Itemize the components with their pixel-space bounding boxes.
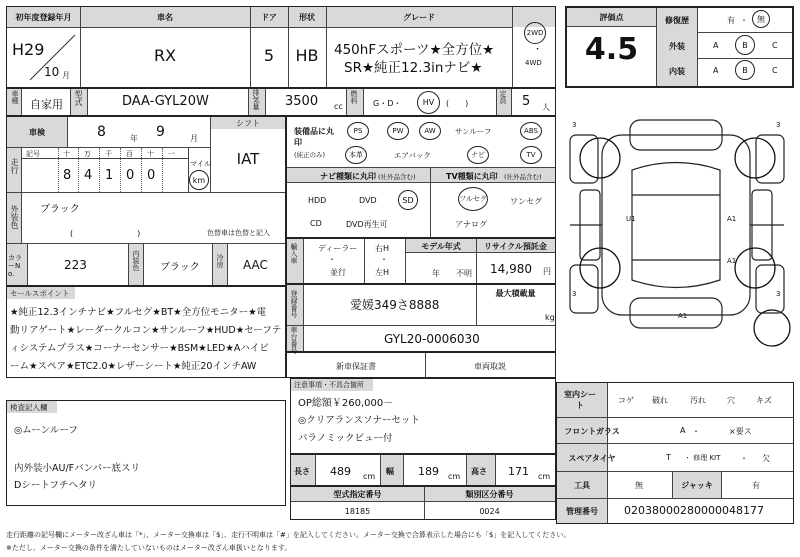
exterior-c: C bbox=[772, 41, 778, 50]
nav-hdd: HDD bbox=[308, 196, 327, 205]
displacement-value: 3500 bbox=[285, 94, 319, 109]
repair-no-circle: 無 bbox=[752, 10, 770, 28]
mileage-digit-4: 0 bbox=[126, 168, 135, 183]
equipment-item-3: サンルーフ bbox=[455, 127, 492, 136]
notes-line-3: パラノミックビュー付 bbox=[298, 433, 393, 444]
seat-opt-0: コゲ bbox=[618, 396, 634, 405]
equipment-sub: (純正のみ) bbox=[294, 151, 326, 159]
diagram-mark-6: 3 bbox=[572, 290, 577, 298]
equipment-item-5: 本革 bbox=[345, 146, 367, 164]
dims-width-unit: cm bbox=[448, 472, 461, 481]
interior-color-value: ブラック bbox=[160, 262, 200, 273]
mileage-unit-label: マイル bbox=[190, 160, 211, 168]
diagram-mark-2: U1 bbox=[626, 215, 636, 223]
equipment-item-8: TV bbox=[520, 146, 542, 164]
tv-analog: アナログ bbox=[455, 220, 487, 229]
mileage-header-4: 百 bbox=[126, 150, 133, 158]
spare-t: T bbox=[666, 453, 671, 462]
mileage-header-2: 万 bbox=[84, 150, 91, 158]
fuel-paren: ( ) bbox=[446, 99, 469, 108]
mileage-label: 走行 bbox=[10, 158, 19, 174]
recycle-label: リサイクル預託金 bbox=[484, 242, 547, 251]
capacity-unit: 人 bbox=[542, 103, 550, 112]
mileage-header-6: 一 bbox=[168, 150, 175, 158]
nav-sd-circle: SD bbox=[398, 190, 418, 210]
diagram-mark-4: A1 bbox=[727, 257, 737, 265]
drive-4wd: 4WD bbox=[525, 59, 542, 67]
seat-opt-1: 破れ bbox=[652, 396, 668, 405]
mileage-digit-5: 0 bbox=[147, 168, 156, 183]
class-no-label: 類別区分番号 bbox=[465, 490, 514, 499]
ac-label: 冷房 bbox=[216, 254, 224, 268]
tv-fullseg-circle: フルセグ bbox=[458, 187, 488, 211]
repair-dot: ・ bbox=[740, 16, 748, 25]
nav-dvd: DVD bbox=[359, 196, 377, 205]
jack-value: 有 bbox=[752, 481, 760, 490]
color-note: 色替車は色替と記入 bbox=[207, 229, 270, 237]
inspection-month-unit: 月 bbox=[190, 134, 198, 143]
interior-color-label: 内装色 bbox=[132, 250, 140, 271]
inspection-month: 9 bbox=[156, 124, 165, 140]
usage-label: 車種 bbox=[11, 90, 19, 104]
equipment-item-2: AW bbox=[419, 122, 441, 140]
model-value: RX bbox=[153, 46, 177, 65]
usage-value: 自家用 bbox=[30, 98, 63, 111]
recycle-unit: 円 bbox=[543, 267, 551, 276]
notes-line-2: ◎クリアランスソナーセット bbox=[298, 415, 420, 426]
dims-length-value: 489 bbox=[330, 465, 351, 478]
plate-value: 愛媛349さ8888 bbox=[350, 298, 440, 312]
sales-line-4: ーム★スペア★ETC2.0★レザーシート★純正20インチAW bbox=[10, 361, 257, 372]
fuel-options: G・D・ bbox=[373, 99, 402, 108]
footer-line-2: ※ただし、メーター交換の条件を満たしていないものはメーター改ざん車扱いとなります。 bbox=[6, 544, 292, 552]
inspector-label: 検査記入欄 bbox=[10, 403, 48, 412]
windshield-label: フロントガラス bbox=[564, 427, 620, 436]
year-era: H29 bbox=[12, 40, 45, 59]
exterior-label: 外装 bbox=[669, 42, 685, 51]
chassis-label: 車台番号 bbox=[290, 326, 298, 354]
mileage-digit-1: 8 bbox=[63, 168, 72, 183]
dims-width-value: 189 bbox=[418, 465, 439, 478]
tv-oneseg: ワンセグ bbox=[510, 197, 542, 206]
diagram-mark-3: A1 bbox=[727, 215, 737, 223]
repair-label: 修復歴 bbox=[665, 16, 689, 25]
notes-line-1: OP総額￥260,000－ bbox=[298, 398, 394, 409]
model-label: 車名 bbox=[157, 13, 173, 22]
jack-label: ジャッキ bbox=[681, 481, 713, 490]
interior-b-circle: B bbox=[735, 60, 755, 80]
sales-label: セールスポイント bbox=[10, 289, 70, 298]
dims-width-label: 幅 bbox=[386, 467, 394, 476]
shape-label: 形状 bbox=[299, 13, 315, 22]
interior-label: 内装 bbox=[669, 67, 685, 76]
dims-height-value: 171 bbox=[508, 465, 529, 478]
tv-sub: (社外品含む) bbox=[504, 173, 542, 181]
mileage-header-5: 十 bbox=[147, 150, 154, 158]
mileage-header-3: 千 bbox=[105, 150, 112, 158]
year-month-unit: 月 bbox=[62, 71, 70, 80]
spare-label: スペアタイヤ bbox=[568, 454, 616, 463]
windshield-a: A bbox=[680, 426, 686, 435]
fuel-label: 燃料 bbox=[350, 90, 358, 104]
interior-a: A bbox=[713, 66, 719, 75]
displacement-unit: cc bbox=[334, 102, 343, 111]
doors-value: 5 bbox=[263, 46, 275, 65]
row2-frame bbox=[6, 88, 556, 116]
equipment-item-0: PS bbox=[347, 122, 369, 140]
mgmt-value: 02038000280000048177 bbox=[624, 504, 764, 517]
type-no-value: 18185 bbox=[344, 507, 371, 516]
displacement-label: 排気量 bbox=[252, 89, 260, 110]
interior-c: C bbox=[772, 66, 778, 75]
inspector-line-1: ◎ムーンルーフ bbox=[14, 425, 78, 436]
import-dealer: ディーラー bbox=[318, 244, 358, 253]
color-value: ブラック bbox=[40, 204, 80, 215]
equipment-item-7: ナビ bbox=[467, 146, 489, 164]
manual: 車両取説 bbox=[474, 362, 506, 371]
drive-2wd-circle: 2WD bbox=[524, 22, 546, 44]
spare-none: 欠 bbox=[762, 454, 770, 463]
import-dot: ・ bbox=[328, 255, 336, 264]
color-no-label: カラーNo. bbox=[8, 254, 22, 278]
spare-dot: ・ bbox=[740, 454, 748, 463]
shape-value: HB bbox=[295, 46, 319, 65]
import-label: 輸入車 bbox=[290, 243, 298, 264]
inspector-line-3: 内外装小AU/Fバンパー底スリ bbox=[14, 463, 140, 474]
type-no-label: 型式指定番号 bbox=[333, 490, 382, 499]
diagram-mark-1: 3 bbox=[776, 121, 781, 129]
inspection-year: 8 bbox=[97, 124, 106, 140]
dims-height-unit: cm bbox=[538, 472, 551, 481]
tools-value: 無 bbox=[635, 481, 643, 490]
inspector-line-4: Dシートフチヘタリ bbox=[14, 480, 98, 491]
capacity-label: 定員 bbox=[499, 90, 507, 104]
equipment-label: 装備品に丸印 bbox=[294, 127, 334, 147]
grade-line1: 450hFスポーツ★全方位★ bbox=[334, 42, 495, 58]
class-no-value: 0024 bbox=[479, 507, 500, 516]
mileage-digit-2: 4 bbox=[84, 168, 93, 183]
shift-label: シフト bbox=[236, 119, 260, 128]
diagram-mark-0: 3 bbox=[572, 121, 577, 129]
nav-label: ナビ種類に丸印 bbox=[320, 172, 376, 181]
shift-value: IAT bbox=[236, 150, 260, 168]
max-load-label: 最大積載量 bbox=[495, 289, 536, 298]
drive-dot: ・ bbox=[533, 45, 543, 55]
handle-right: 右H bbox=[375, 244, 390, 253]
inspection-year-unit: 年 bbox=[130, 134, 138, 143]
color-label: 外装色 bbox=[10, 205, 19, 229]
type-label: 型式 bbox=[74, 90, 83, 106]
fuel-hv-circle: HV bbox=[417, 91, 440, 114]
vehicle-diagram bbox=[560, 100, 794, 370]
exterior-b-circle: B bbox=[735, 35, 755, 55]
score-value: 4.5 bbox=[584, 32, 639, 67]
dims-height-label: 高さ bbox=[471, 467, 487, 476]
sales-line-3: ィシステムプラス★コーナーセンサー★BSM★LED★Aハイビ bbox=[10, 343, 269, 354]
model-year-year: 年 bbox=[432, 269, 440, 278]
recycle-value: 14,980 bbox=[490, 262, 532, 276]
doors-label: ドア bbox=[261, 13, 277, 22]
plate-label: 登録番号 bbox=[290, 290, 298, 318]
seat-opt-4: キズ bbox=[756, 396, 772, 405]
spare-kit: ・ 修理 KIT bbox=[684, 454, 721, 462]
nav-cd: CD bbox=[310, 219, 322, 228]
mileage-header-1: 十 bbox=[63, 150, 70, 158]
dims-length-unit: cm bbox=[363, 472, 376, 481]
seat-label: 室内シート bbox=[564, 390, 596, 410]
model-year-label: モデル年式 bbox=[421, 242, 461, 251]
capacity-value: 5 bbox=[522, 94, 531, 109]
notes-label: 注意事項・不具合箇所 bbox=[294, 381, 364, 389]
grade-label: グレード bbox=[403, 13, 435, 22]
equipment-item-4: ABS bbox=[520, 122, 542, 140]
footer-line-1: 走行距離の記号欄にメーター改ざん車は「*」、メーター交換車は「$」、走行不明車は「#」を記入してください。メーター交換で合算表示した場合にも「$」を記入してください。 bbox=[6, 531, 571, 539]
equipment-item-1: PW bbox=[387, 122, 409, 140]
exterior-a: A bbox=[713, 41, 719, 50]
color-no-value: 223 bbox=[64, 258, 87, 272]
score-label: 評価点 bbox=[599, 13, 624, 22]
mileage-header-0: 記号 bbox=[26, 150, 40, 158]
sales-line-2: 動リアゲート★レーダークルコン★サンルーフ★HUD★セーフテ bbox=[10, 325, 282, 336]
chassis-value: GYL20-0006030 bbox=[384, 332, 480, 346]
type-value: DAA-GYL20W bbox=[122, 94, 209, 109]
diagram-mark-7: 3 bbox=[776, 290, 781, 298]
grade-line2: SR★純正12.3inナビ★ bbox=[344, 60, 483, 76]
mileage-digit-3: 1 bbox=[105, 168, 114, 183]
seat-opt-2: 汚れ bbox=[690, 396, 706, 405]
sales-line-1: ★純正12.3インチナビ★フルセグ★BT★全方位モニター★電 bbox=[10, 307, 267, 318]
seat-opt-3: 穴 bbox=[727, 396, 735, 405]
handle-left: 左H bbox=[375, 268, 390, 277]
mileage-km-circle: km bbox=[189, 170, 209, 190]
import-parallel: 並行 bbox=[330, 268, 346, 277]
color-paren: ( ) bbox=[70, 229, 141, 238]
tools-label: 工具 bbox=[574, 481, 590, 490]
nav-dvd-play: DVD再生可 bbox=[346, 220, 388, 229]
repair-yes: 有 bbox=[727, 16, 735, 25]
new-warranty: 新車保証書 bbox=[336, 362, 376, 371]
model-year-unknown: 不明 bbox=[456, 269, 472, 278]
handle-dot: ・ bbox=[380, 255, 388, 264]
ac-value: AAC bbox=[243, 258, 268, 272]
year-label: 初年度登録年月 bbox=[15, 13, 72, 22]
windshield-x: ・ bbox=[692, 427, 700, 436]
diagram-mark-5: A1 bbox=[678, 312, 688, 320]
equipment-item-6: エアバック bbox=[394, 151, 431, 160]
max-load-unit: kg bbox=[545, 313, 555, 322]
inspection-label: 車検 bbox=[29, 128, 45, 137]
tv-label: TV種類に丸印 bbox=[446, 172, 498, 181]
dims-length-label: 長さ bbox=[294, 467, 310, 476]
mgmt-label: 管理番号 bbox=[566, 507, 598, 516]
year-month: 10 bbox=[44, 65, 60, 79]
windshield-x2: ×要ス bbox=[729, 427, 752, 436]
nav-sub: (社外品含む) bbox=[378, 173, 416, 181]
